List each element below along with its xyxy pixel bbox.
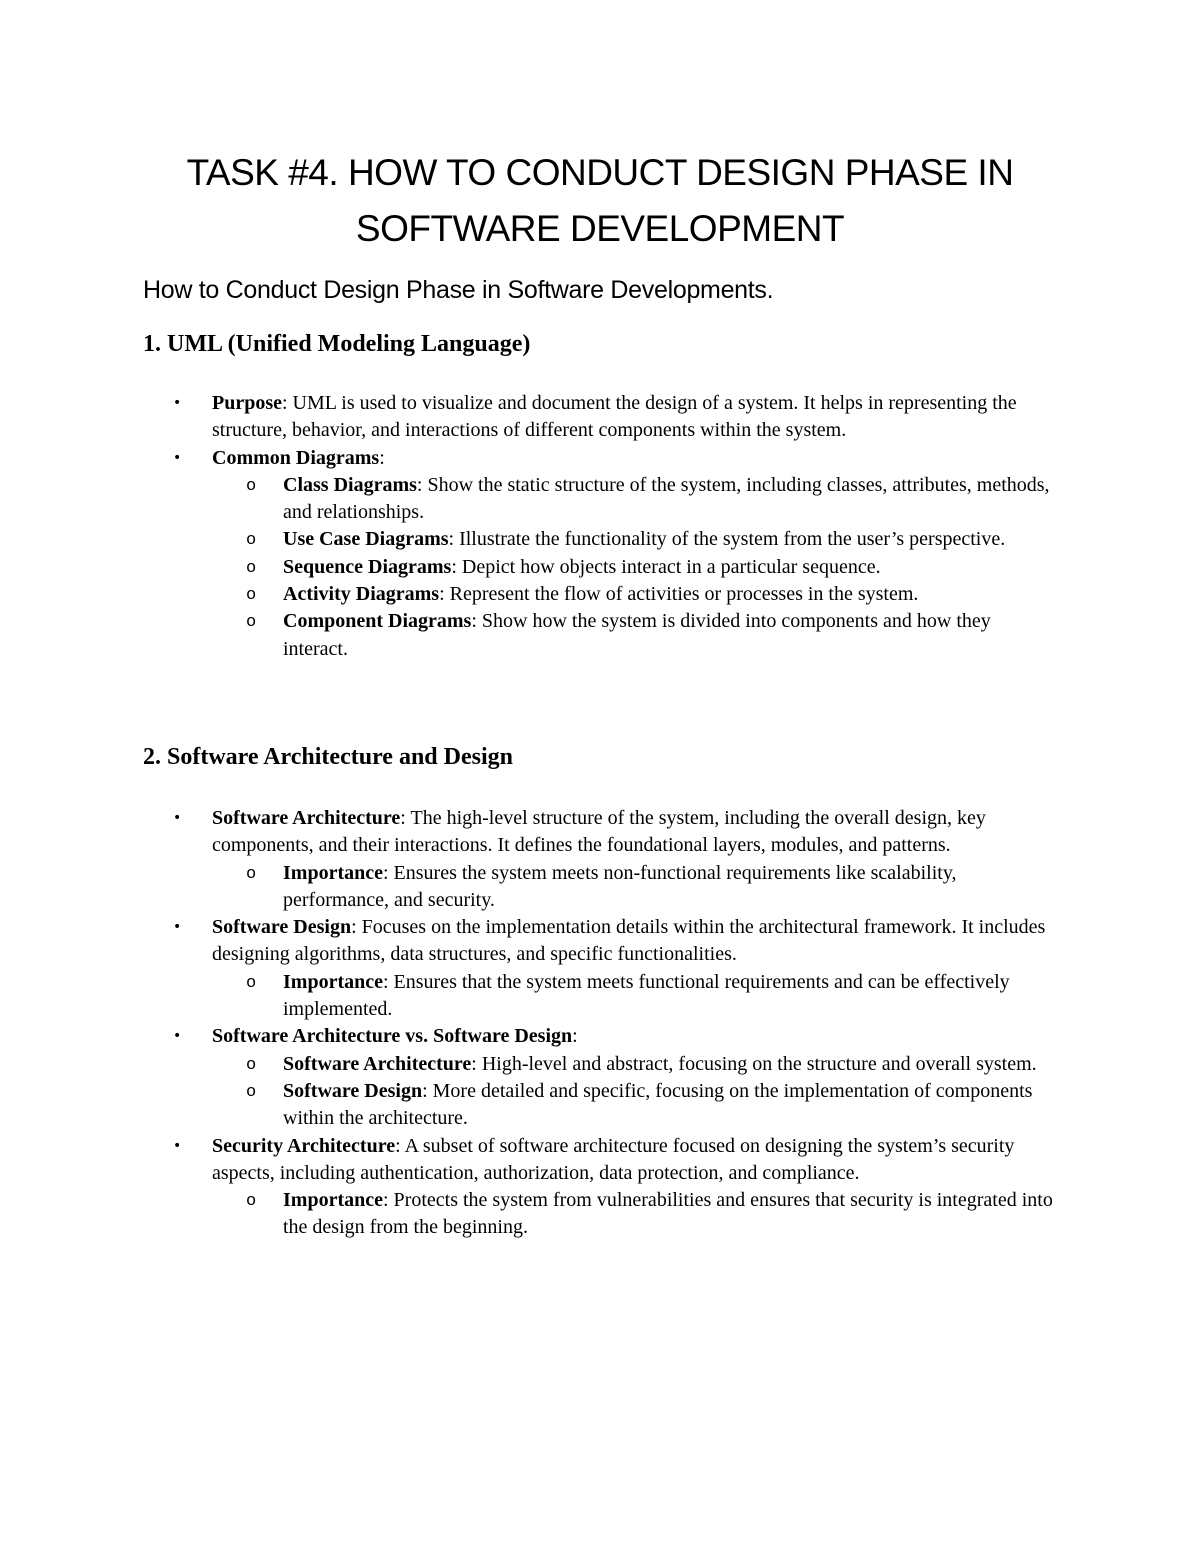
text-vs-architecture: : High-level and abstract, focusing on the structure and overall system.: [471, 1052, 1037, 1075]
sub-bullet-icon: o: [246, 1055, 257, 1075]
list-item-security-architecture: [0, 1133, 1200, 1188]
term-software-design: Software Design: [212, 916, 352, 939]
bullet-icon: •: [173, 449, 182, 466]
term-sequence-diagrams: Sequence Diagrams: [283, 555, 452, 578]
sub-item-activity-diagrams: [0, 581, 1200, 608]
sub-item-security-importance: [0, 1187, 1200, 1242]
text-security-architecture: : A subset of software architecture focused on designing the system’s security aspects, including authentication, authorization, data protection, and compliance.: [212, 1134, 1015, 1184]
text-purpose: : UML is used to visualize and document the design of a system. It helps in representing the structure, behavior, and interactions of different components within the system.: [212, 392, 1017, 442]
sub-item-architecture-importance: [0, 860, 1200, 915]
section-heading-architecture: 2. Software Architecture and Design: [143, 744, 513, 770]
sub-item-class-diagrams: [0, 472, 1200, 527]
text-importance: : Protects the system from vulnerabilities and ensures that security is integrated into the design from the beginning.: [283, 1189, 1053, 1239]
term-class-diagrams: Class Diagrams: [283, 473, 417, 496]
sub-item-design-importance: [0, 969, 1200, 1024]
term-software-architecture: Software Architecture: [212, 807, 401, 829]
text-component-diagrams: : Show how the system is divided into components and how they interact.: [283, 610, 991, 660]
architecture-list: [0, 805, 1200, 1242]
list-item-purpose: [0, 390, 1200, 445]
term-purpose: Purpose: [212, 392, 282, 414]
term-architecture-vs-design: Software Architecture vs. Software Design: [212, 1025, 573, 1048]
bullet-icon: •: [173, 395, 182, 411]
document-title: TASK #4. HOW TO CONDUCT DESIGN PHASE IN SOFTWARE DEVELOPMENT: [186, 152, 1014, 249]
text-importance: : Ensures that the system meets functional requirements and can be effectively implemented.: [283, 970, 1010, 1021]
sub-bullet-icon: o: [246, 586, 257, 606]
sub-item-use-case-diagrams: [0, 526, 1200, 553]
list-item-common-diagrams: [0, 445, 1200, 472]
uml-list: [0, 390, 1200, 663]
sub-bullet-icon: o: [246, 613, 257, 633]
sub-bullet-icon: o: [246, 531, 257, 551]
term-security-architecture: Security Architecture: [212, 1134, 396, 1157]
text-software-architecture: : The high-level structure of the system, including the overall design, key components, and their interactions. It defines the foundational layers, modules, and patterns.: [212, 807, 986, 857]
text-architecture-vs-design: :: [572, 1025, 578, 1048]
sub-bullet-icon: o: [246, 864, 257, 884]
sub-bullet-icon: o: [246, 973, 257, 993]
sub-item-vs-design: [0, 1078, 1200, 1133]
sub-bullet-icon: o: [246, 1082, 257, 1102]
sub-item-component-diagrams: [0, 608, 1200, 663]
text-vs-design: : More detailed and specific, focusing on the implementation of components within the architecture.: [283, 1079, 1033, 1130]
bullet-icon: •: [173, 1028, 182, 1045]
text-use-case-diagrams: : Illustrate the functionality of the system from the user’s perspective.: [448, 528, 1006, 551]
text-common-diagrams: :: [379, 446, 385, 469]
text-class-diagrams: : Show the static structure of the system, including classes, attributes, methods, and relationships.: [283, 473, 1050, 524]
term-importance: Importance: [283, 1189, 383, 1212]
sub-item-vs-architecture: [0, 1051, 1200, 1078]
term-vs-architecture: Software Architecture: [283, 1052, 472, 1075]
text-sequence-diagrams: : Depict how objects interact in a particular sequence.: [451, 555, 881, 578]
term-component-diagrams: Component Diagrams: [283, 610, 472, 633]
text-activity-diagrams: : Represent the flow of activities or processes in the system.: [439, 583, 919, 606]
bullet-icon: •: [173, 810, 182, 826]
sub-bullet-icon: o: [246, 1192, 257, 1212]
term-importance: Importance: [283, 970, 383, 993]
list-item-software-architecture: [0, 805, 1200, 860]
list-item-software-design: [0, 914, 1200, 969]
term-use-case-diagrams: Use Case Diagrams: [283, 528, 449, 551]
bullet-icon: •: [173, 1137, 182, 1154]
text-software-design: : Focuses on the implementation details within the architectural framework. It includes designing algorithms, data structures, and specific functionalities.: [212, 916, 1046, 966]
section-heading-uml: 1. UML (Unified Modeling Language): [143, 331, 531, 357]
term-vs-design: Software Design: [283, 1079, 423, 1102]
term-activity-diagrams: Activity Diagrams: [283, 583, 440, 606]
sub-item-sequence-diagrams: [0, 554, 1200, 581]
sub-bullet-icon: o: [246, 476, 257, 496]
sub-bullet-icon: o: [246, 558, 257, 578]
term-common-diagrams: Common Diagrams: [212, 446, 380, 469]
term-importance: Importance: [283, 861, 383, 884]
bullet-icon: •: [173, 919, 182, 936]
text-importance: : Ensures the system meets non-functional requirements like scalability, performance, and security.: [283, 861, 957, 911]
document-subtitle: How to Conduct Design Phase in Software Developments.: [143, 276, 774, 304]
list-item-architecture-vs-design: [0, 1023, 1200, 1050]
